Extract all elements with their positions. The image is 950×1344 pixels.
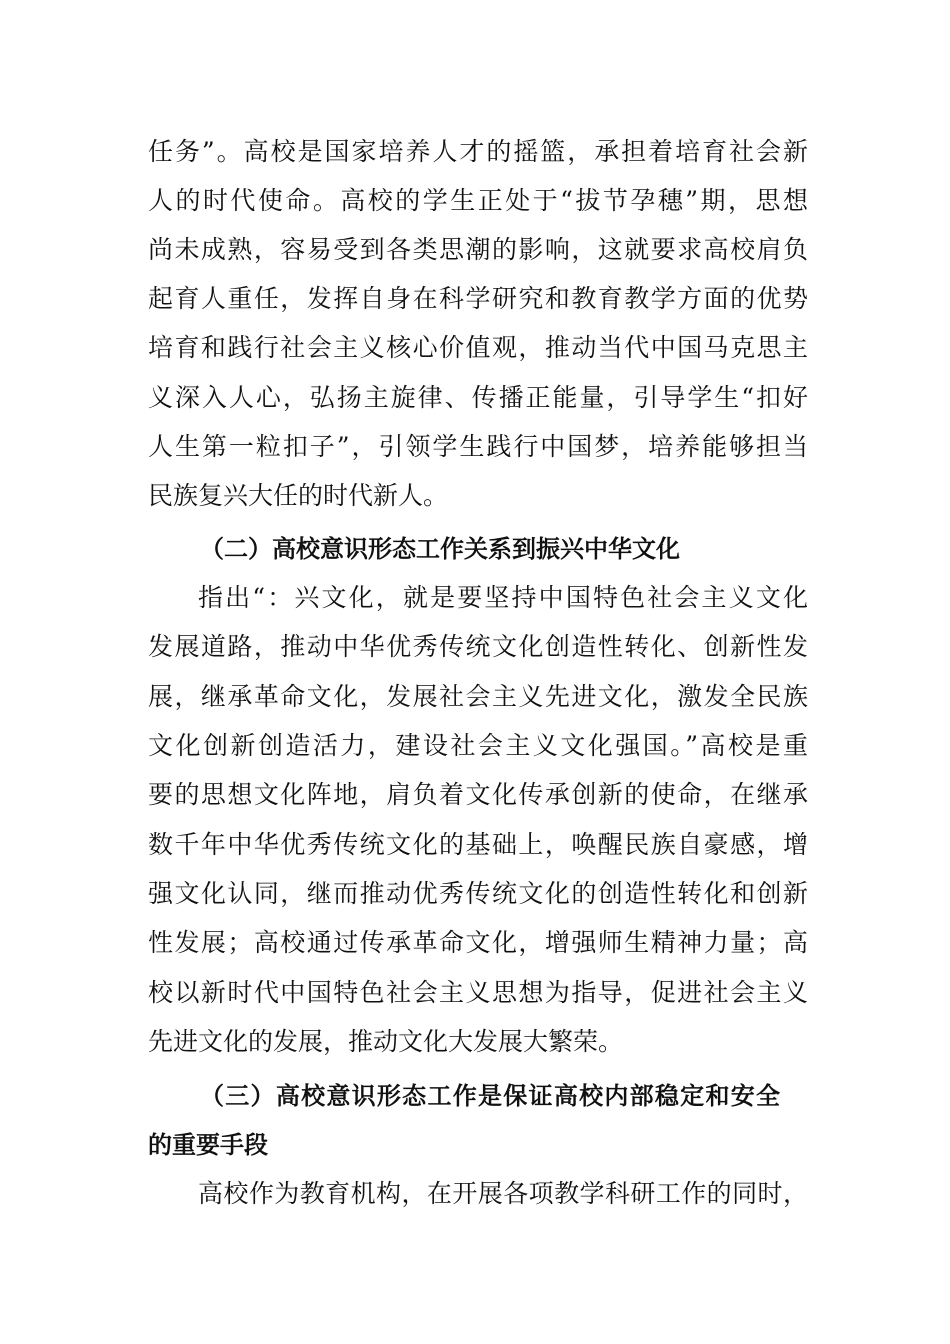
paragraph-2-line-2: 发展道路，推动中华优秀传统文化创造性转化、创新性发 (148, 632, 808, 661)
section-heading-2: （二）高校意识形态工作关系到振兴中华文化 (200, 535, 680, 563)
paragraph-1-line-4: 起育人重任，发挥自身在科学研究和教育教学方面的优势 (148, 284, 808, 313)
paragraph-2-line-4: 文化创新创造活力，建设社会主义文化强国。”高校是重 (148, 731, 808, 760)
paragraph-2-line-10: 先进文化的发展，推动文化大发展大繁荣。 (148, 1027, 624, 1056)
section-heading-3-line-2: 的重要手段 (148, 1131, 268, 1159)
section-heading-3-line-1: （三）高校意识形态工作是保证高校内部稳定和安全 (200, 1082, 780, 1110)
paragraph-1-line-1: 任务”。高校是国家培养人才的摇篮，承担着培育社会新 (148, 137, 808, 166)
paragraph-2-line-3: 展，继承革命文化，发展社会主义先进文化，激发全民族 (148, 682, 808, 711)
paragraph-2-line-7: 强文化认同，继而推动优秀传统文化的创造性转化和创新 (148, 879, 808, 908)
paragraph-1-line-8: 民族复兴大任的时代新人。 (148, 481, 449, 510)
paragraph-1-line-3: 尚未成熟，容易受到各类思潮的影响，这就要求高校肩负 (148, 235, 808, 264)
paragraph-2-line-9: 校以新时代中国特色社会主义思想为指导，促进社会主义 (148, 978, 808, 1007)
paragraph-2-line-1: 指出“：兴文化，就是要坚持中国特色社会主义文化 (198, 583, 808, 612)
paragraph-1-line-6: 义深入人心，弘扬主旋律、传播正能量，引导学生“扣好 (148, 383, 808, 412)
paragraph-1-line-5: 培育和践行社会主义核心价值观，推动当代中国马克思主 (148, 333, 808, 362)
paragraph-2-line-6: 数千年中华优秀传统文化的基础上，唤醒民族自豪感，增 (148, 830, 808, 859)
paragraph-2-line-5: 要的思想文化阵地，肩负着文化传承创新的使命，在继承 (148, 780, 808, 809)
paragraph-1-line-2: 人的时代使命。高校的学生正处于“拔节孕穗”期，思想 (148, 186, 808, 215)
paragraph-3-line-1: 高校作为教育机构，在开展各项教学科研工作的同时， (198, 1179, 808, 1208)
paragraph-2-line-8: 性发展；高校通过传承革命文化，增强师生精神力量；高 (148, 928, 808, 957)
paragraph-1-line-7: 人生第一粒扣子”，引领学生践行中国梦，培养能够担当 (148, 432, 808, 461)
